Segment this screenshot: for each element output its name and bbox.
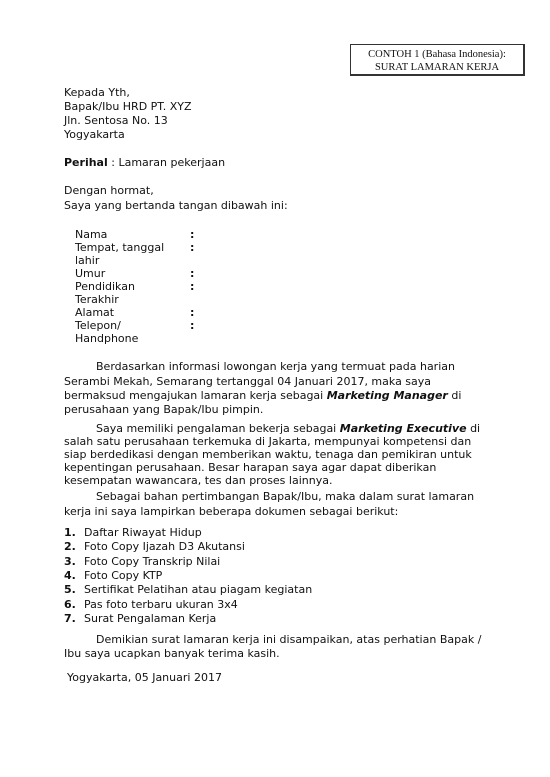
para1-text: bermaksud mengajukan lamaran kerja sebagai [64, 389, 327, 402]
field-label-education-cont: Terakhir [75, 293, 119, 306]
document-text: Sertifikat Pelatihan atau piagam kegiatan [84, 583, 313, 596]
document-text: Foto Copy Transkrip Nilai [84, 555, 221, 568]
field-colon: : [190, 306, 195, 319]
para1-line-4: perusahaan yang Bapak/Ibu pimpin. [64, 403, 264, 416]
address-line-4: Yogyakarta [64, 128, 125, 141]
intro-text: Saya yang bertanda tangan dibawah ini: [64, 199, 288, 212]
field-colon: : [190, 241, 195, 254]
subject-value: Lamaran pekerjaan [118, 156, 226, 169]
para3-line-2: kerja ini saya lampirkan beberapa dokumen sebagai berikut: [64, 505, 399, 518]
position-applied: Marketing Manager [326, 389, 448, 402]
para2-line-3: siap berdedikasi dengan memberikan waktu, tenaga dan pemikiran untuk [64, 448, 472, 461]
para3-line-1: Sebagai bahan pertimbangan Bapak/Ibu, maka dalam surat lamaran [96, 490, 475, 503]
header-line-1: CONTOH 1 (Bahasa Indonesia): [368, 49, 506, 60]
document-number: 6. [64, 598, 76, 611]
document-number: 4. [64, 569, 76, 582]
place-date: Yogyakarta, 05 Januari 2017 [67, 671, 222, 684]
document-text: Daftar Riwayat Hidup [84, 526, 202, 539]
address-line-1: Kepada Yth, [64, 86, 130, 99]
field-label-birth-cont: lahir [75, 254, 100, 267]
field-label-birth: Tempat, tanggal [75, 241, 165, 254]
field-label-name: Nama [75, 228, 108, 241]
para1-text: di [447, 389, 462, 402]
document-text: Foto Copy KTP [84, 569, 163, 582]
document-number: 1. [64, 526, 76, 539]
document-item [64, 540, 245, 554]
address-line-2: Bapak/Ibu HRD PT. XYZ [64, 100, 192, 113]
para2-line-2: salah satu perusahaan terkemuka di Jakarta, mempunyai kompetensi dan [64, 435, 472, 448]
field-colon: : [190, 228, 195, 241]
document-item [64, 612, 216, 626]
para2-line-1 [96, 422, 480, 436]
para2-text: di [466, 422, 481, 435]
field-colon: : [190, 280, 195, 293]
document-item [64, 583, 312, 597]
para1-line-3 [64, 389, 461, 403]
field-colon: : [190, 319, 195, 332]
document-number: 5. [64, 583, 76, 596]
field-label-phone: Telepon/ [75, 319, 121, 332]
example-header-box [350, 44, 525, 76]
field-label-age: Umur [75, 267, 106, 280]
para1-line-2: Serambi Mekah, Semarang tertanggal 04 Januari 2017, maka saya [64, 375, 432, 388]
closing-line-1: Demikian surat lamaran kerja ini disampaikan, atas perhatian Bapak / [96, 633, 482, 646]
document-number: 3. [64, 555, 76, 568]
subject-separator: : [107, 156, 119, 169]
para2-line-5: kesempatan wawancara, tes dan proses lainnya. [64, 474, 333, 487]
para2-text: Saya memiliki pengalaman bekerja sebagai [96, 422, 340, 435]
field-colon: : [190, 267, 195, 280]
previous-position: Marketing Executive [339, 422, 467, 435]
address-line-3: Jln. Sentosa No. 13 [64, 114, 168, 127]
document-item [64, 555, 220, 569]
greeting: Dengan hormat, [64, 184, 154, 197]
field-label-phone-cont: Handphone [75, 332, 139, 345]
document-number: 7. [64, 612, 76, 625]
document-item [64, 598, 238, 612]
field-label-education: Pendidikan [75, 280, 135, 293]
document-item [64, 569, 162, 583]
field-label-address: Alamat [75, 306, 115, 319]
para1-line-1: Berdasarkan informasi lowongan kerja yang termuat pada harian [96, 360, 455, 373]
document-number: 2. [64, 540, 76, 553]
header-line-2: SURAT LAMARAN KERJA [374, 62, 500, 73]
document-text: Pas foto terbaru ukuran 3x4 [84, 598, 238, 611]
document-text: Surat Pengalaman Kerja [84, 612, 217, 625]
para2-line-4: kepentingan perusahaan. Besar harapan saya agar dapat diberikan [64, 461, 437, 474]
subject-line [64, 156, 225, 170]
closing-line-2: Ibu saya ucapkan banyak terima kasih. [64, 647, 280, 660]
subject-label: Perihal [64, 156, 108, 169]
document-text: Foto Copy Ijazah D3 Akutansi [84, 540, 245, 553]
document-item [64, 526, 202, 540]
